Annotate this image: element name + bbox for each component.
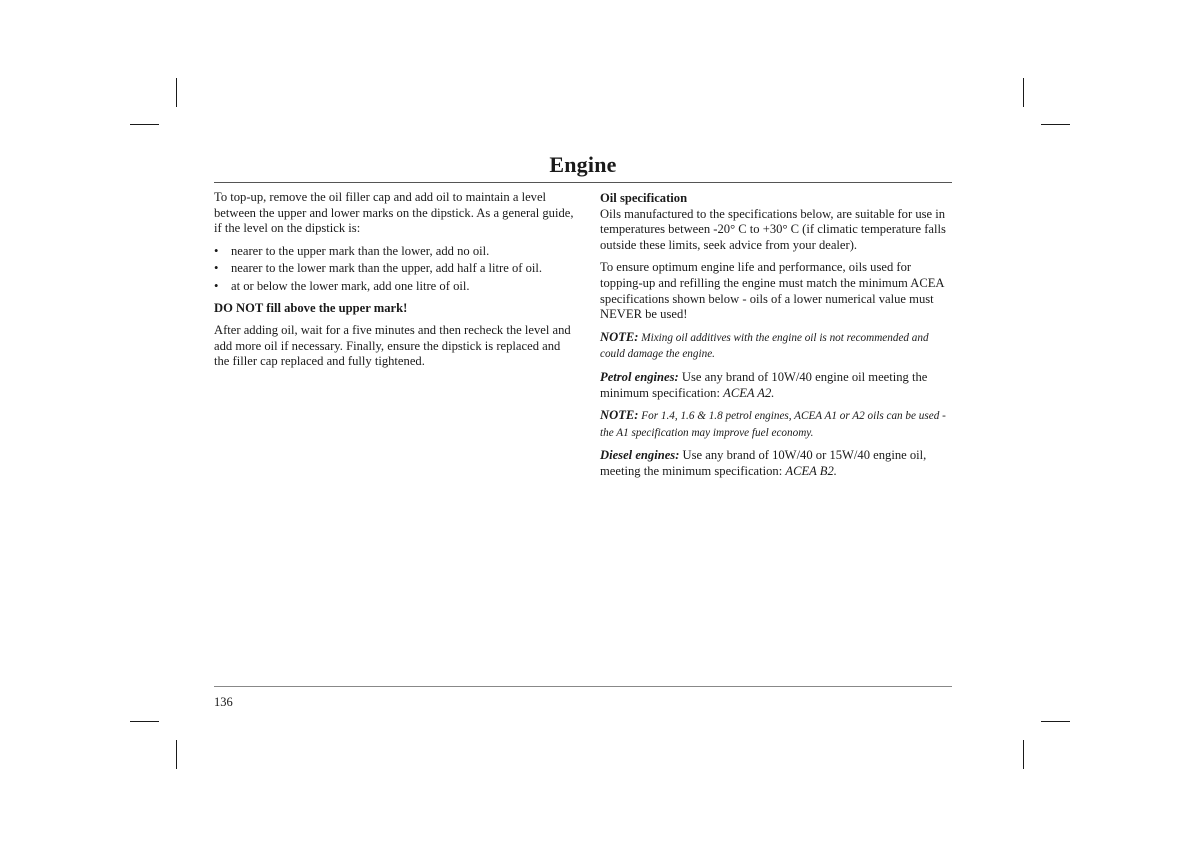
note-label: NOTE: — [600, 329, 639, 344]
page-title: Engine — [549, 152, 617, 177]
topup-intro: To top-up, remove the oil filler cap and add oil to maintain a level between the upper and lower marks on the dipstick. As a general guide, if the level on the dipstick is: — [214, 190, 574, 236]
note-text: Mixing oil additives with the engine oil is not recommended and could damage the engine. — [600, 331, 929, 361]
topup-bullet-list — [214, 244, 574, 295]
petrol-label: Petrol engines: — [600, 369, 679, 384]
bullet-text: at or below the lower mark, add one litre of oil. — [231, 278, 470, 293]
petrol-engines — [600, 370, 955, 401]
list-item — [214, 261, 574, 277]
right-column — [600, 190, 955, 487]
overfill-warning: DO NOT fill above the upper mark! — [214, 300, 408, 315]
crop-mark-top-right-horizontal — [1041, 124, 1070, 125]
crop-mark-top-left-horizontal — [130, 124, 159, 125]
crop-mark-bottom-left-horizontal — [130, 721, 159, 722]
note-additives — [600, 330, 955, 363]
crop-mark-top-left-vertical — [176, 78, 177, 107]
crop-mark-bottom-left-vertical — [176, 740, 177, 769]
page-number: 136 — [214, 695, 233, 709]
petrol-spec: ACEA A2. — [723, 385, 775, 400]
note-label: NOTE: — [600, 408, 639, 423]
crop-mark-bottom-right-horizontal — [1041, 721, 1070, 722]
crop-mark-top-right-vertical — [1023, 78, 1024, 107]
optimum-life-text: To ensure optimum engine life and performance, oils used for topping-up and refilling the engine must match the minimum ACEA specifications shown below - oils of a lower numerical value must NEVER be used! — [600, 260, 944, 322]
crop-mark-bottom-right-vertical — [1023, 740, 1024, 769]
footer-rule — [214, 686, 952, 687]
diesel-spec: ACEA B2. — [785, 463, 837, 478]
bullet-icon: • — [214, 278, 219, 293]
after-adding-oil: After adding oil, wait for a five minutes and then recheck the level and add more oil if necessary. Finally, ensure the dipstick is replaced and the filler cap replaced and fully tightened. — [214, 323, 571, 369]
list-item — [214, 279, 574, 295]
bullet-text: nearer to the lower mark than the upper, add half a litre of oil. — [231, 261, 543, 276]
diesel-label: Diesel engines: — [600, 448, 680, 463]
bullet-icon: • — [214, 243, 219, 258]
oil-spec-text: Oils manufactured to the specifications below, are suitable for use in temperatures between -20° C to +30° C (if climatic temperature falls outside these limits, seek advice from your dealer). — [600, 206, 946, 252]
oil-spec-section — [600, 191, 955, 253]
left-column — [214, 190, 574, 377]
list-item — [214, 244, 574, 260]
bullet-text: nearer to the upper mark than the lower, add no oil. — [231, 243, 490, 258]
bullet-icon: • — [214, 261, 219, 276]
title-rule — [214, 182, 952, 183]
diesel-text: Use any brand of 10W/40 or 15W/40 engine oil, meeting the minimum specification: — [600, 448, 927, 478]
diesel-engines — [600, 448, 955, 479]
note-petrol — [600, 408, 955, 441]
oil-spec-heading: Oil specification — [600, 191, 688, 205]
note-text: For 1.4, 1.6 & 1.8 petrol engines, ACEA A1 or A2 oils can be used - the A1 specification may improve fuel economy. — [600, 410, 946, 439]
petrol-text: Use any brand of 10W/40 engine oil meeting the minimum specification: — [600, 369, 928, 400]
